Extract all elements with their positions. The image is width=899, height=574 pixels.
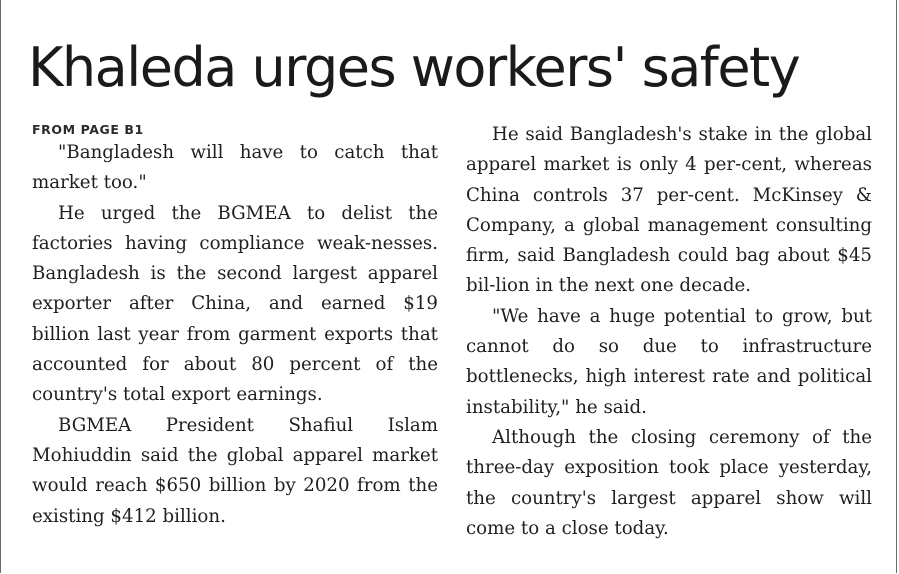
paragraph: "Bangladesh will have to catch that market too." [32,142,438,194]
article-column-right [466,120,872,544]
paragraph: He urged the BGMEA to delist the factories having compliance weak-nesses. Bangladesh is the second largest apparel exporter after China, and earned $19 billion last year from garment exports that accounted for about 80 percent of the country's total export earnings. [32,202,438,406]
paragraph: BGMEA President Shafiul Islam Mohiuddin said the global apparel market would reach $650 billion by 2020 from the existing $412 billion. [32,414,438,527]
jump-kicker: FROM PAGE B1 [32,122,144,137]
paragraph: "We have a huge potential to grow, but cannot do so due to infrastructure bottlenecks, high interest rate and political instability," he said. [466,305,872,418]
paragraph: He said Bangladesh's stake in the global apparel market is only 4 per-cent, whereas China controls 37 per-cent. McKinsey & Company, a global management consulting firm, said Bangladesh could bag about $45 bil-lion in the next one decade. [466,124,872,297]
article-column-left [32,120,438,532]
paragraph: Although the closing ceremony of the three-day exposition took place yesterday, the country's largest apparel show will come to a close today. [466,426,872,539]
headline: Khaleda urges workers' safety [28,36,800,99]
